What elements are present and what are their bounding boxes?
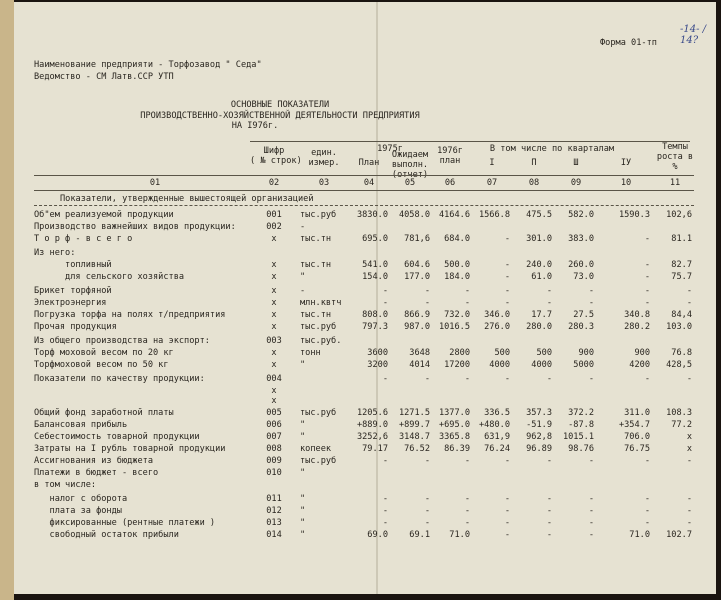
colnum: 07 <box>486 178 498 188</box>
cell-name: Брикет торфяной <box>34 286 112 296</box>
cell-q4: 4200 <box>629 360 650 370</box>
cell-unit: " <box>300 518 306 528</box>
cell-q4: 311.0 <box>624 408 650 418</box>
header-q1: I <box>489 158 495 168</box>
cell-growth: 102.7 <box>666 530 692 540</box>
cell-plan76: +695.0 <box>438 420 470 430</box>
header-quarters: В том числе по кварталам <box>489 144 615 154</box>
colnum: 03 <box>318 178 330 188</box>
cell-growth: - <box>686 374 692 384</box>
cell-q1: - <box>504 530 510 540</box>
cell-q1: 76.24 <box>484 444 510 454</box>
cell-plan76: 732.0 <box>444 310 470 320</box>
cell-q1: 346.0 <box>484 310 510 320</box>
cell-q2: 4000 <box>531 360 552 370</box>
cell-q3: 27.5 <box>573 310 594 320</box>
cell-name: Платежи в бюджет - всего <box>34 468 159 478</box>
cell-code: х <box>271 322 277 332</box>
cell-name: Торф моховой весом по 20 кг <box>34 348 174 358</box>
cell-plan76: - <box>464 286 470 296</box>
cell-plan75: 3830.0 <box>356 210 388 220</box>
cell-name: Затраты на I рубль товарной продукции <box>34 444 226 454</box>
cell-plan76: 2800 <box>449 348 470 358</box>
cell-plan75: 154.0 <box>362 272 388 282</box>
cell-plan76: - <box>464 518 470 528</box>
cell-q4: - <box>644 456 650 466</box>
cell-plan75: 79.17 <box>362 444 388 454</box>
cell-plan75: 69.0 <box>367 530 388 540</box>
cell-q4: - <box>644 506 650 516</box>
cell-q2: 61.0 <box>531 272 552 282</box>
cell-q2: 17.7 <box>531 310 552 320</box>
cell-q1: - <box>504 506 510 516</box>
cell-code: 001 <box>266 210 282 220</box>
cell-plan76: 4164.6 <box>438 210 470 220</box>
cell-q3: 73.0 <box>573 272 594 282</box>
header-code: Шифр <box>263 146 285 156</box>
cell-q1: 631,9 <box>484 432 510 442</box>
colnum: 02 <box>268 178 280 188</box>
cell-exp75: 3148.7 <box>398 432 430 442</box>
cell-plan76: 3365.8 <box>438 432 470 442</box>
cell-q3: - <box>588 530 594 540</box>
cell-unit: " <box>300 506 306 516</box>
colnum: 01 <box>149 178 161 188</box>
cell-code: х <box>271 360 277 370</box>
cell-unit: - <box>300 222 306 232</box>
cell-q4: 900 <box>634 348 650 358</box>
cell-plan76: - <box>464 374 470 384</box>
cell-q4: 71.0 <box>629 530 650 540</box>
cell-unit: тонн <box>300 348 321 358</box>
cell-growth: 103.0 <box>666 322 692 332</box>
cell-growth: х <box>686 432 692 442</box>
cell-q4: 340.8 <box>624 310 650 320</box>
cell-name: Т о р ф - в с е г о <box>34 234 133 244</box>
cell-q3: 260.0 <box>568 260 594 270</box>
cell-name: Из общего производства на экспорт: <box>34 336 210 346</box>
cell-plan76: 1016.5 <box>438 322 470 332</box>
cell-plan76: 1377.0 <box>438 408 470 418</box>
cell-q1: - <box>504 234 510 244</box>
cell-exp75: 781,6 <box>404 234 430 244</box>
cell-code: 005 <box>266 408 282 418</box>
cell-name: Об"ем реализуемой продукции <box>34 210 174 220</box>
cell-name: в том числе: <box>34 480 97 490</box>
cell-q1: - <box>504 518 510 528</box>
cell-code: 006 <box>266 420 282 430</box>
cell-growth: 75.7 <box>671 272 692 282</box>
cell-name: Себестоимость товарной продукции <box>34 432 200 442</box>
cell-exp75: 604.6 <box>404 260 430 270</box>
cell-q4: - <box>644 374 650 384</box>
cell-code: х <box>271 348 277 358</box>
cell-unit: " <box>300 432 306 442</box>
cell-q2: 962,8 <box>526 432 552 442</box>
cell-plan75: 3252,6 <box>356 432 388 442</box>
cell-plan75: - <box>382 506 388 516</box>
cell-q2: 357.3 <box>526 408 552 418</box>
cell-name: для сельского хозяйства <box>34 272 185 282</box>
cell-q3: 900 <box>578 348 594 358</box>
cell-q1: 4000 <box>489 360 510 370</box>
cell-q1: - <box>504 374 510 384</box>
header-rule <box>34 175 694 176</box>
cell-q3: 1015.1 <box>562 432 594 442</box>
header-q3: Ш <box>573 158 579 168</box>
header-1975: 1975г <box>377 144 403 154</box>
colnum-rule <box>34 190 694 191</box>
cell-unit: тыс.руб <box>300 210 337 220</box>
form-label: Форма 01-тп <box>600 38 657 48</box>
cell-unit: тыс.руб. <box>300 336 342 346</box>
cell-growth: 108.3 <box>666 408 692 418</box>
cell-unit: " <box>300 468 306 478</box>
cell-growth: 77.2 <box>671 420 692 430</box>
cell-exp75: 3648 <box>409 348 430 358</box>
cell-exp75: 987.0 <box>404 322 430 332</box>
cell-q4: - <box>644 494 650 504</box>
cell-plan76: 500.0 <box>444 260 470 270</box>
cell-plan75: +889.0 <box>356 420 388 430</box>
cell-growth: - <box>686 286 692 296</box>
cell-code: 002 <box>266 222 282 232</box>
cell-q4: +354.7 <box>618 420 650 430</box>
cell-q4: - <box>644 518 650 528</box>
cell-exp75: - <box>424 298 430 308</box>
cell-code: х <box>271 386 277 396</box>
cell-exp75: - <box>424 456 430 466</box>
cell-q1: - <box>504 286 510 296</box>
cell-q1: - <box>504 298 510 308</box>
cell-plan75: - <box>382 298 388 308</box>
cell-plan75: 3200 <box>367 360 388 370</box>
cell-unit: копеек <box>300 444 332 454</box>
cell-name: Электроэнергия <box>34 298 107 308</box>
cell-growth: - <box>686 506 692 516</box>
cell-q3: -87.8 <box>568 420 594 430</box>
cell-code: 003 <box>266 336 282 346</box>
cell-unit: тыс.руб <box>300 322 337 332</box>
cell-code: 011 <box>266 494 282 504</box>
left-page-edge <box>0 0 14 600</box>
cell-q2: - <box>546 506 552 516</box>
page-note: -14- / 14? <box>680 24 707 46</box>
cell-q1: 1566.8 <box>478 210 510 220</box>
cell-unit: " <box>300 360 306 370</box>
cell-unit: " <box>300 530 306 540</box>
cell-code: х <box>271 272 277 282</box>
cell-name: Показатели по качеству продукции: <box>34 374 205 384</box>
cell-growth: - <box>686 494 692 504</box>
cell-name: Торфмоховой весом по 50 кг <box>34 360 169 370</box>
cell-q3: - <box>588 518 594 528</box>
cell-plan75: 1205.6 <box>356 408 388 418</box>
cell-plan76: 17200 <box>444 360 470 370</box>
cell-q2: 240.0 <box>526 260 552 270</box>
cell-exp75: 177.0 <box>404 272 430 282</box>
cell-plan76: - <box>464 298 470 308</box>
cell-plan76: - <box>464 506 470 516</box>
cell-unit: млн.квтч <box>300 298 342 308</box>
cell-q4: - <box>644 286 650 296</box>
cell-exp75: 1271.5 <box>398 408 430 418</box>
cell-q1: - <box>504 456 510 466</box>
header-code-sub: ( № строк) <box>250 156 302 166</box>
header-growth: Темпы роста в % <box>656 142 694 172</box>
header-unit: един. измер. <box>308 148 340 168</box>
header-1976: 1976г план <box>437 146 463 166</box>
cell-exp75: - <box>424 506 430 516</box>
cell-plan75: - <box>382 286 388 296</box>
cell-code: 009 <box>266 456 282 466</box>
colnum: 04 <box>363 178 375 188</box>
cell-plan75: - <box>382 374 388 384</box>
cell-name: Балансовая прибыль <box>34 420 128 430</box>
cell-growth: 81.1 <box>671 234 692 244</box>
colnum: 06 <box>444 178 456 188</box>
cell-exp75: - <box>424 518 430 528</box>
cell-growth: 84,4 <box>671 310 692 320</box>
cell-q4: 1590.3 <box>618 210 650 220</box>
cell-q2: 280.0 <box>526 322 552 332</box>
cell-name: Прочая продукция <box>34 322 117 332</box>
cell-q4: 76.75 <box>624 444 650 454</box>
cell-plan75: 808.0 <box>362 310 388 320</box>
title-line-2: ПРОИЗВОДСТВЕННО-ХОЗЯЙСТВЕННОЙ ДЕЯТЕЛЬНОСТИ ПРЕДПРИЯТИЯ <box>140 111 420 121</box>
cell-q3: - <box>588 494 594 504</box>
cell-code: х <box>271 234 277 244</box>
cell-exp75: - <box>424 494 430 504</box>
cell-name: свободный остаток прибыли <box>34 530 179 540</box>
cell-name: топливный <box>34 260 112 270</box>
cell-plan76: 86.39 <box>444 444 470 454</box>
cell-growth: х <box>686 444 692 454</box>
cell-unit: " <box>300 272 306 282</box>
cell-q2: - <box>546 518 552 528</box>
cell-exp75: - <box>424 286 430 296</box>
cell-unit: тыс.руб <box>300 408 337 418</box>
cell-plan76: - <box>464 456 470 466</box>
cell-q2: - <box>546 286 552 296</box>
colnum: 10 <box>620 178 632 188</box>
cell-code: х <box>271 260 277 270</box>
cell-unit: тыс.руб <box>300 456 337 466</box>
cell-plan75: 797.3 <box>362 322 388 332</box>
cell-q2: 500 <box>536 348 552 358</box>
cell-q3: - <box>588 506 594 516</box>
cell-exp75: - <box>424 374 430 384</box>
cell-q1: - <box>504 260 510 270</box>
cell-name: Производство важнейших видов продукции: <box>34 222 236 232</box>
cell-unit: " <box>300 420 306 430</box>
cell-name: Ассигнования из бюджета <box>34 456 153 466</box>
cell-q2: -51.9 <box>526 420 552 430</box>
colnum: 05 <box>404 178 416 188</box>
cell-q3: - <box>588 456 594 466</box>
cell-code: 004 <box>266 374 282 384</box>
cell-name: налог с оборота <box>34 494 128 504</box>
cell-q4: - <box>644 272 650 282</box>
cell-q3: 372.2 <box>568 408 594 418</box>
cell-code: 007 <box>266 432 282 442</box>
cell-code: х <box>271 396 277 406</box>
cell-q2: - <box>546 456 552 466</box>
colnum: 09 <box>570 178 582 188</box>
cell-q2: - <box>546 298 552 308</box>
cell-q1: +480.0 <box>478 420 510 430</box>
cell-exp75: 76.52 <box>404 444 430 454</box>
cell-code: 010 <box>266 468 282 478</box>
cell-q1: 276.0 <box>484 322 510 332</box>
cell-q1: 336.5 <box>484 408 510 418</box>
cell-unit: - <box>300 286 306 296</box>
header-q4: IУ <box>620 158 632 168</box>
cell-q1: 500 <box>494 348 510 358</box>
cell-q2: - <box>546 494 552 504</box>
cell-q3: - <box>588 286 594 296</box>
cell-plan76: 184.0 <box>444 272 470 282</box>
cell-q4: - <box>644 260 650 270</box>
cell-plan75: 3600 <box>367 348 388 358</box>
header-top-rule <box>250 141 690 142</box>
cell-code: х <box>271 310 277 320</box>
cell-name: Из него: <box>34 248 76 258</box>
cell-q3: 5000 <box>573 360 594 370</box>
colnum: 08 <box>528 178 540 188</box>
enterprise-line: Наименование предприяти - Торфозавод " Седа" <box>34 60 262 70</box>
cell-plan75: - <box>382 518 388 528</box>
cell-exp75: 4014 <box>409 360 430 370</box>
header-q2: П <box>531 158 537 168</box>
cell-q2: 475.5 <box>526 210 552 220</box>
cell-q3: 98.76 <box>568 444 594 454</box>
title-line-3: НА I976г. <box>231 121 279 131</box>
cell-exp75: +899.7 <box>398 420 430 430</box>
cell-growth: 102,6 <box>666 210 692 220</box>
cell-plan75: 695.0 <box>362 234 388 244</box>
cell-q2: 301.0 <box>526 234 552 244</box>
header-expected: Ожидаем выполн. (отчет) <box>391 150 429 180</box>
cell-exp75: 69.1 <box>409 530 430 540</box>
cell-q3: - <box>588 374 594 384</box>
cell-growth: 428,5 <box>666 360 692 370</box>
cell-plan75: 541.0 <box>362 260 388 270</box>
cell-q2: - <box>546 374 552 384</box>
cell-code: 013 <box>266 518 282 528</box>
cell-code: х <box>271 298 277 308</box>
cell-code: 008 <box>266 444 282 454</box>
cell-name: плата за фонды <box>34 506 122 516</box>
header-plan: План <box>358 158 380 168</box>
cell-q4: - <box>644 298 650 308</box>
ministry-line: Ведомство - СМ Латв.ССР УТП <box>34 72 174 82</box>
cell-plan76: - <box>464 494 470 504</box>
cell-q3: - <box>588 298 594 308</box>
cell-plan75: - <box>382 456 388 466</box>
cell-q1: - <box>504 272 510 282</box>
cell-q4: - <box>644 234 650 244</box>
cell-plan76: 684.0 <box>444 234 470 244</box>
cell-unit: тыс.тн <box>300 260 332 270</box>
cell-unit: тыс.тн <box>300 310 332 320</box>
section-rule <box>34 205 694 206</box>
cell-unit: " <box>300 494 306 504</box>
cell-exp75: 4058.0 <box>398 210 430 220</box>
cell-growth: 76.8 <box>671 348 692 358</box>
cell-q2: - <box>546 530 552 540</box>
section-title: Показатели, утвержденные вышестоящей организацией <box>60 194 314 204</box>
cell-growth: - <box>686 518 692 528</box>
cell-name: Погрузка торфа на полях т/предприятия <box>34 310 226 320</box>
cell-exp75: 866.9 <box>404 310 430 320</box>
cell-q3: 383.0 <box>568 234 594 244</box>
cell-q4: 280.2 <box>624 322 650 332</box>
cell-plan75: - <box>382 494 388 504</box>
colnum: 11 <box>669 178 681 188</box>
cell-q2: 96.89 <box>526 444 552 454</box>
cell-name: фиксированные (рентные платежи ) <box>34 518 216 528</box>
cell-q1: - <box>504 494 510 504</box>
cell-code: 012 <box>266 506 282 516</box>
cell-code: х <box>271 286 277 296</box>
cell-plan76: 71.0 <box>449 530 470 540</box>
cell-name: Общий фонд заработной платы <box>34 408 174 418</box>
cell-q3: 582.0 <box>568 210 594 220</box>
cell-code: 014 <box>266 530 282 540</box>
cell-growth: 82.7 <box>671 260 692 270</box>
cell-unit: тыс.тн <box>300 234 332 244</box>
title-line-1: ОСНОВНЫЕ ПОКАЗАТЕЛИ <box>230 100 330 110</box>
cell-growth: - <box>686 456 692 466</box>
cell-q4: 706.0 <box>624 432 650 442</box>
cell-q3: 280.3 <box>568 322 594 332</box>
cell-growth: - <box>686 298 692 308</box>
